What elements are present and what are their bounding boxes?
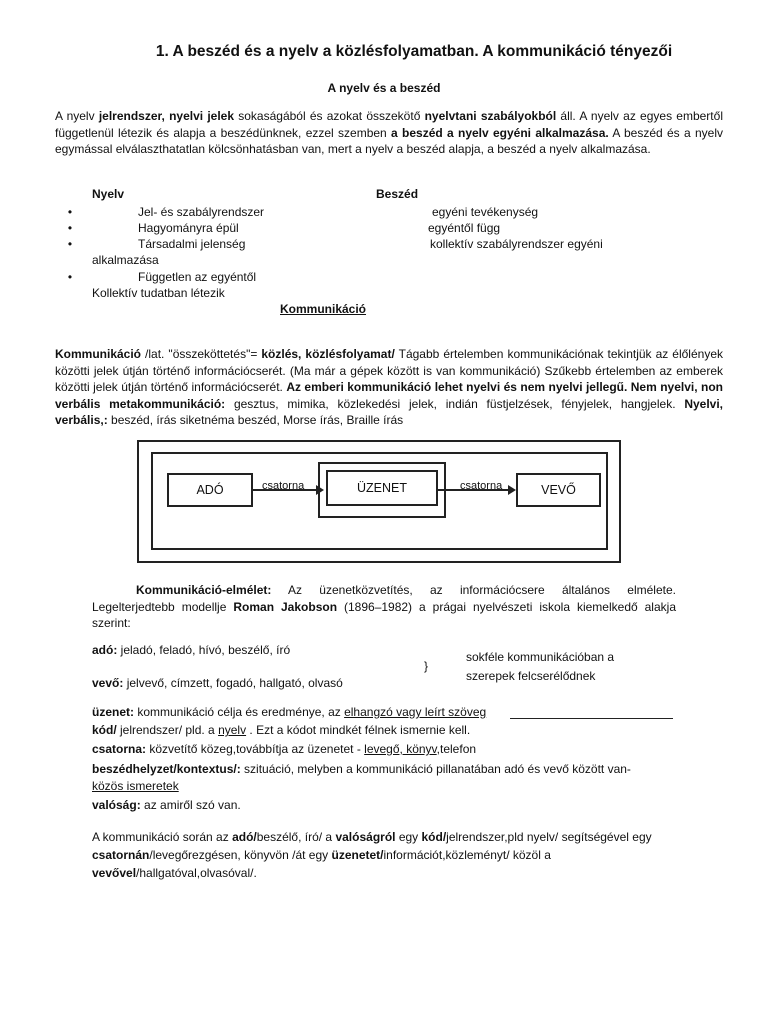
brace: } (424, 659, 429, 673)
roles-note-line1: sokféle kommunikációban a (466, 650, 615, 664)
beszed-item: kollektív szabályrendszer egyéni (430, 237, 603, 251)
kommunikacio-paragraph: Kommunikáció /lat. "összeköttetés"= közlés, közlésfolyamat/ Tágabb értelemben kommunikációnak tekintjük az élőlények közötti jelek útján történő információcserét. (Ma már a gépek között is van kommunikáció) Szűkebb értelemben az emberek közötti jelek útján történő információcserét. Az emberi kommunikáció lehet nyelvi és nem nyelvi jellegű. Nem nyelvi, non verbális metakommunikáció: gesztus, mimika, közlekedési jelek, indián füstjelzések, fényjelek, hangjelek. Nyelvi, verbális,: beszéd, írás siketnéma beszéd, Morse írás, Braille írás (55, 347, 724, 427)
def-channel: csatorna: közvetítő közeg,továbbítja az üzenetet - levegő, könyv,telefon (92, 742, 477, 756)
nyelv-extra-line: Kollektív tudatban létezik (92, 286, 225, 300)
bullet: • (67, 237, 73, 251)
def-message: üzenet: kommunikáció célja és eredménye, az elhangzó vagy leírt szöveg (92, 705, 487, 719)
underline-extension (510, 718, 673, 719)
role-receiver: vevő: jelvevő, címzett, fogadó, hallgató, olvasó (92, 676, 343, 690)
def-context: beszédhelyzet/kontextus/: szituáció, melyben a kommunikáció pillanatában adó és vevő között van- (92, 762, 631, 776)
channel-label: csatorna (460, 480, 503, 492)
channel-label: csatorna (262, 480, 305, 492)
nyelv-item: Független az egyéntől (138, 270, 257, 284)
sender-box: ADÓ (167, 473, 253, 507)
beszed-item: egyéntől függ (428, 221, 501, 235)
nyelv-item: Hagyományra épül (138, 221, 239, 235)
nyelv-header: Nyelv (92, 187, 125, 201)
def-context-shared: közös ismeretek (92, 779, 179, 793)
roles-note-line2: szerepek felcserélődnek (466, 669, 596, 683)
def-code: kód/ jelrendszer/ pld. a nyelv . Ezt a kódot mindkét félnek ismernie kell. (92, 723, 471, 737)
bullet: • (67, 221, 73, 235)
beszed-item: egyéni tevékenység (432, 205, 539, 219)
section-subtitle: A nyelv és a beszéd (327, 81, 441, 95)
kommunikacio-heading: Kommunikáció (280, 302, 367, 316)
receiver-box: VEVŐ (516, 473, 601, 507)
arrow-right-icon (508, 485, 516, 495)
summary-paragraph: A kommunikáció során az adó/beszélő, író/ a valóságról egy kód/jelrendszer,pld nyelv/ segítségével egy csatornán/levegőrezgésen, könyvön /át egy üzenetet/információt,közleményt/ közöl a vevővel/hallgatóval,olvasóval/. (92, 830, 652, 880)
role-sender: adó: jeladó, feladó, hívó, beszélő, író (92, 643, 291, 657)
message-box: ÜZENET (326, 470, 438, 506)
def-reality: valóság: az amiről szó van. (92, 798, 241, 812)
bullet: • (67, 205, 73, 219)
nyelv-item: Társadalmi jelenség (138, 237, 246, 251)
page-title: 1. A beszéd és a nyelv a közlésfolyamatban. A kommunikáció tényezői (155, 43, 673, 60)
nyelv-item: Jel- és szabályrendszer (138, 205, 265, 219)
beszed-item-wrap: alkalmazása (92, 253, 159, 267)
intro-paragraph: A nyelv jelrendszer, nyelvi jelek sokaságából és azokat összekötő nyelvtani szabályokból áll. A nyelv az egyes embertől függetlenül létezik és alapja a beszédünknek, ezzel szemben a beszéd a nyelv egyéni alkalmazása. A beszéd és a nyelv egymással elválaszthatatlan kölcsönhatásban van, mert a nyelv a beszéd alapja, a beszéd a nyelv alkalmazása. (55, 109, 723, 156)
theory-paragraph: Kommunikáció-elmélet: Az üzenetközvetítés, az információcsere általános elmélete. Legelterjedtebb modellje Roman Jakobson (1896–1982) a prágai nyelvészeti iskola kiemelkedő alakja szerint: (92, 583, 676, 630)
bullet: • (67, 270, 73, 284)
beszed-header: Beszéd (376, 187, 419, 201)
arrow-right-icon (316, 485, 324, 495)
